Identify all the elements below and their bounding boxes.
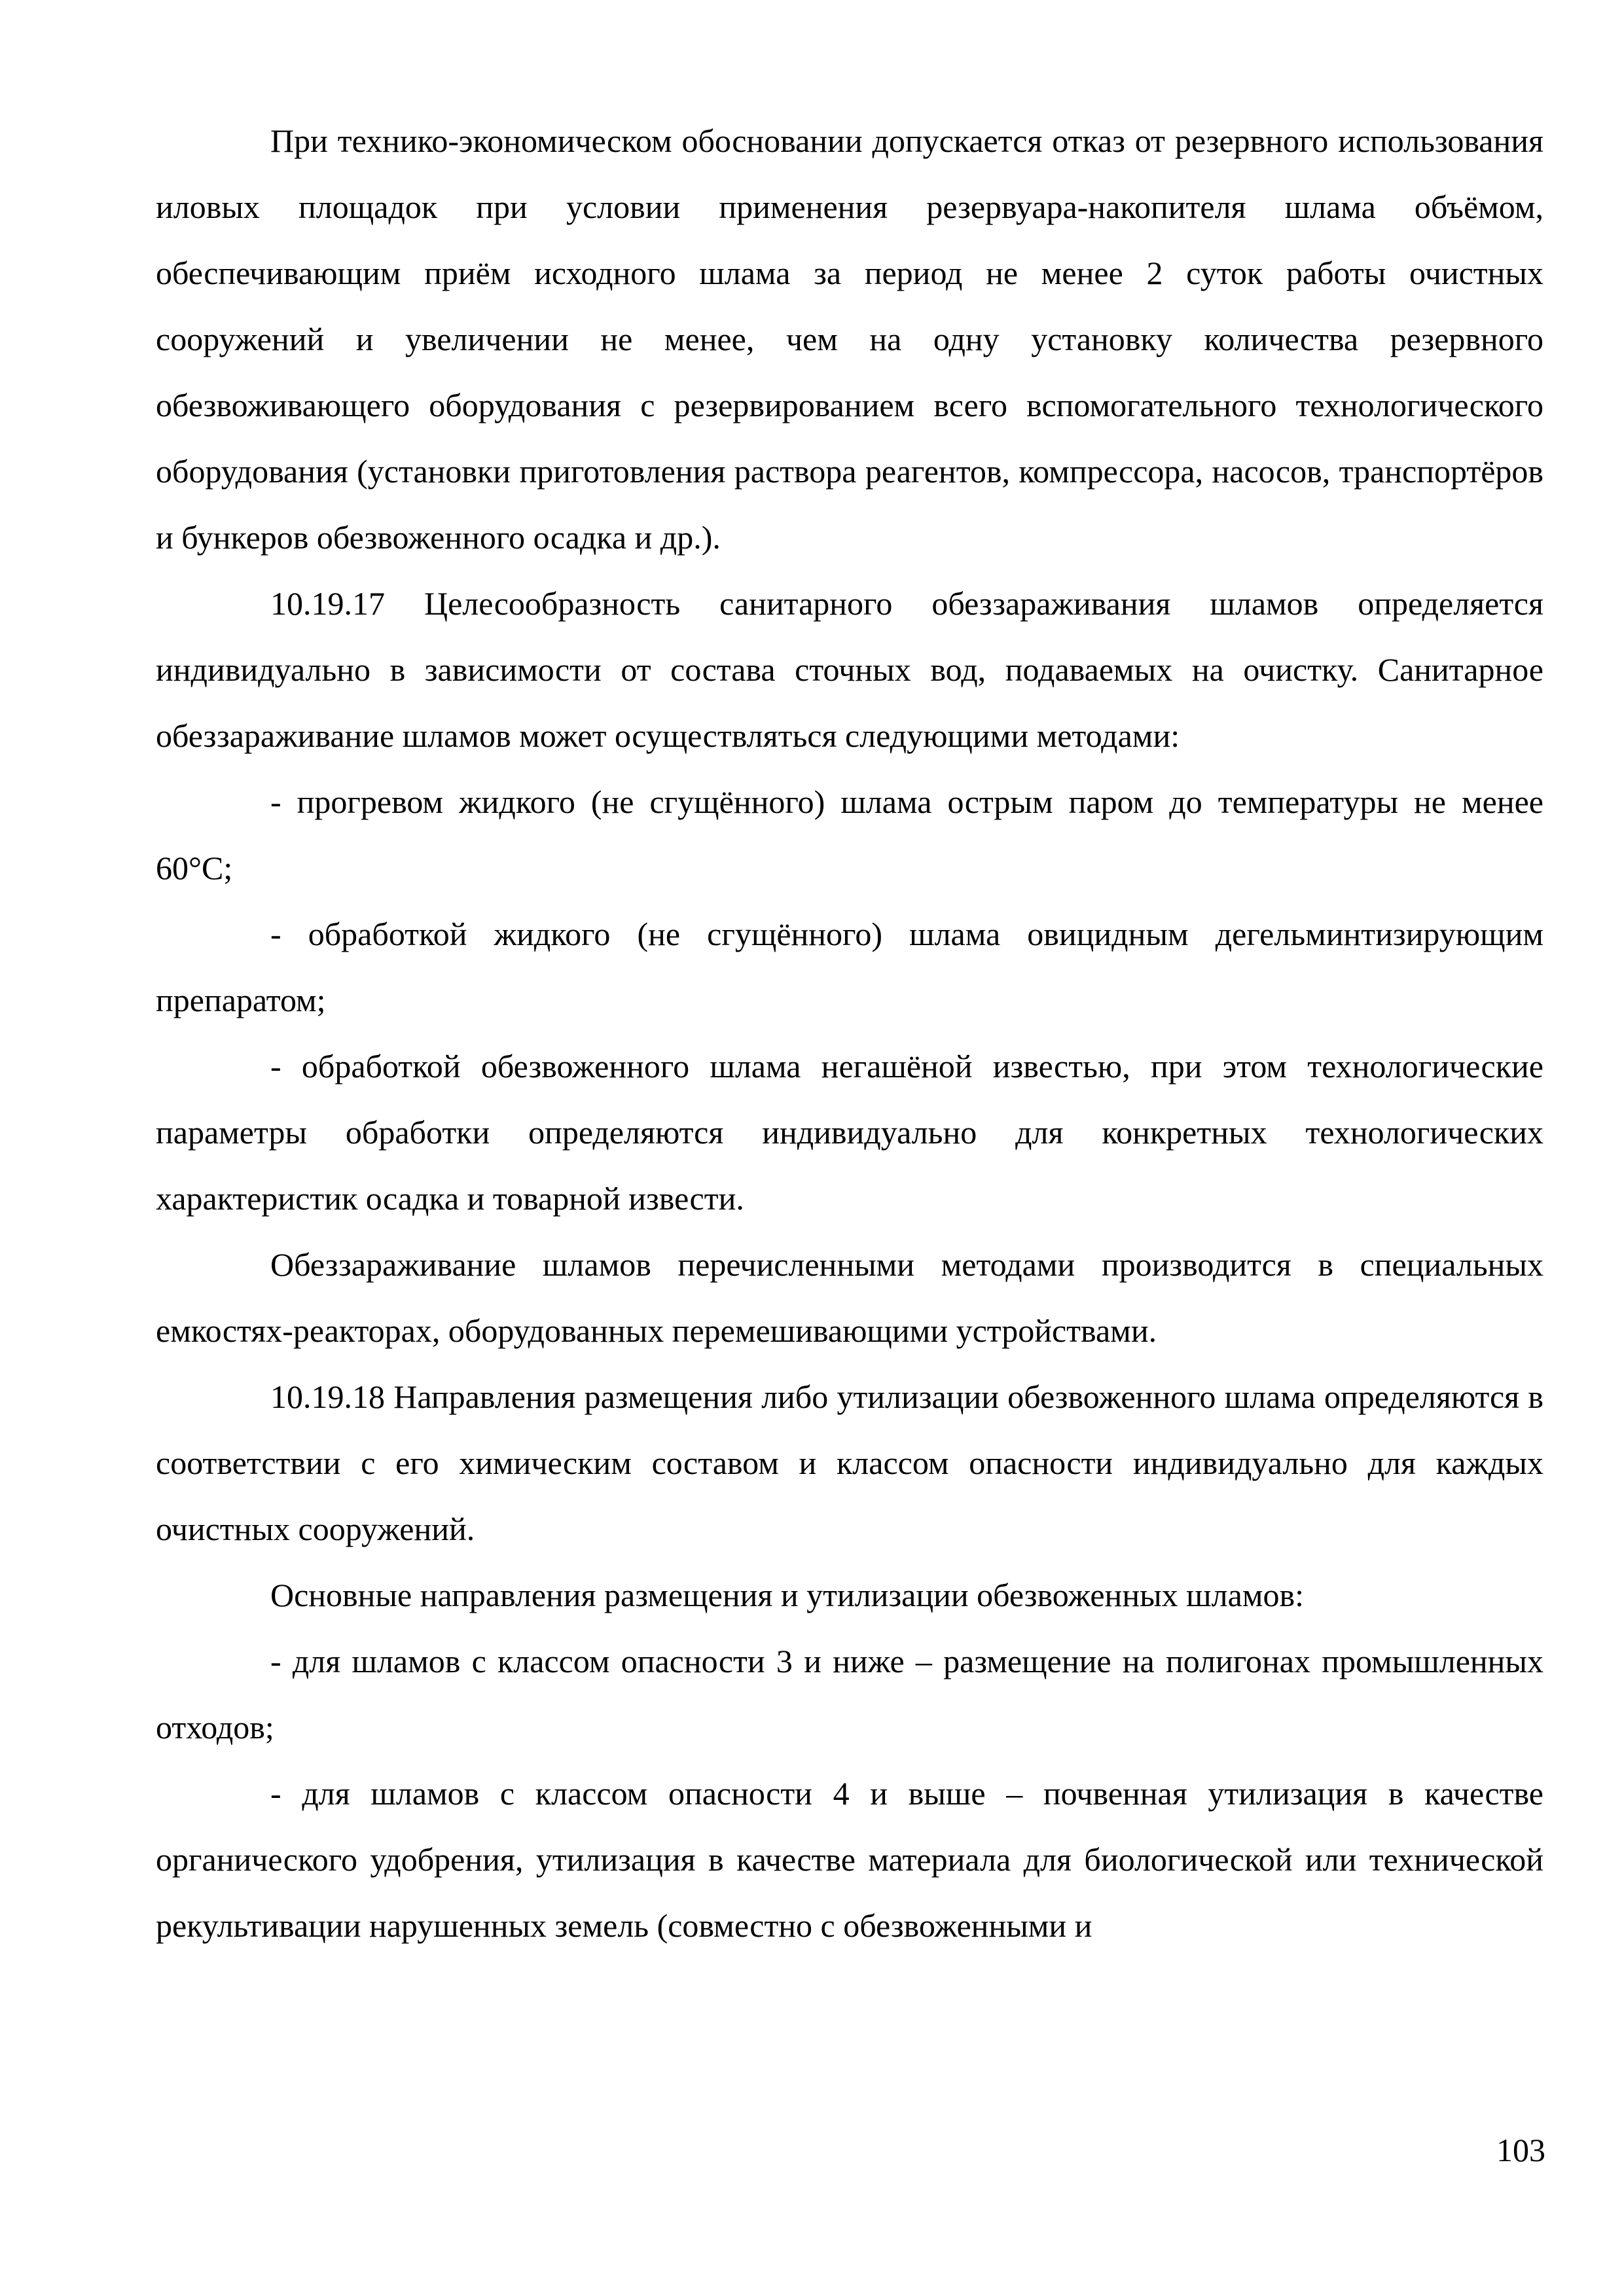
list-item-steam-heating: - прогревом жидкого (не сгущённого) шлама острым паром до температуры не менее 60°С;: [156, 783, 1543, 886]
list-item-ovicidal-treatment: - обработкой жидкого (не сгущённого) шлама овицидным дегельминтизирующим препаратом;: [156, 916, 1543, 1018]
paragraph-main-directions: Основные направления размещения и утилизации обезвоженных шламов:: [270, 1577, 1304, 1613]
paragraph-10-19-17-disinfection: 10.19.17 Целесообразность санитарного обеззараживания шламов определяется индивидуально в зависимости от состава сточных вод, подаваемых на очистку. Санитарное обеззараживание шламов может осуществляться следующими методами:: [156, 585, 1543, 754]
paragraph-10-19-18-placement: 10.19.18 Направления размещения либо утилизации обезвоженного шлама определяются в соответствии с его химическим составом и классом опасности индивидуально для каждых очистных сооружений.: [156, 1378, 1543, 1547]
paragraph-reserve-sludge-sites: При технико-экономическом обосновании допускается отказ от резервного использования иловых площадок при условии применения резервуара-накопителя шлама объёмом, обеспечивающим приём исходного шлама за период не менее 2 суток работы очистных сооружений и увеличении не менее, чем на одну установку количества резервного обезвоживающего оборудования с резервированием всего вспомогательного технологического оборудования (установки приготовления раствора реагентов, компрессора, насосов, транспортёров и бункеров обезвоженного осадка и др.).: [156, 122, 1543, 556]
paragraph-disinfection-reactors: Обеззараживание шламов перечисленными методами производится в специальных емкостях-реакторах, оборудованных перемешивающими устройствами.: [156, 1246, 1543, 1349]
body-text: [156, 108, 1543, 1959]
list-item-quicklime-treatment: - обработкой обезвоженного шлама негашёной известью, при этом технологические параметры обработки определяются индивидуально для конкретных технологических характеристик осадка и товарной извести.: [156, 1048, 1543, 1217]
list-item-hazard-class-3: - для шламов с классом опасности 3 и ниже – размещение на полигонах промышленных отходов;: [156, 1643, 1543, 1746]
page-number: 103: [1496, 2132, 1545, 2168]
list-item-hazard-class-4: - для шламов с классом опасности 4 и выше – почвенная утилизация в качестве органического удобрения, утилизация в качестве материала для биологической или технической рекультивации нарушенных земель (совместно с обезвоженными и: [156, 1775, 1543, 1944]
